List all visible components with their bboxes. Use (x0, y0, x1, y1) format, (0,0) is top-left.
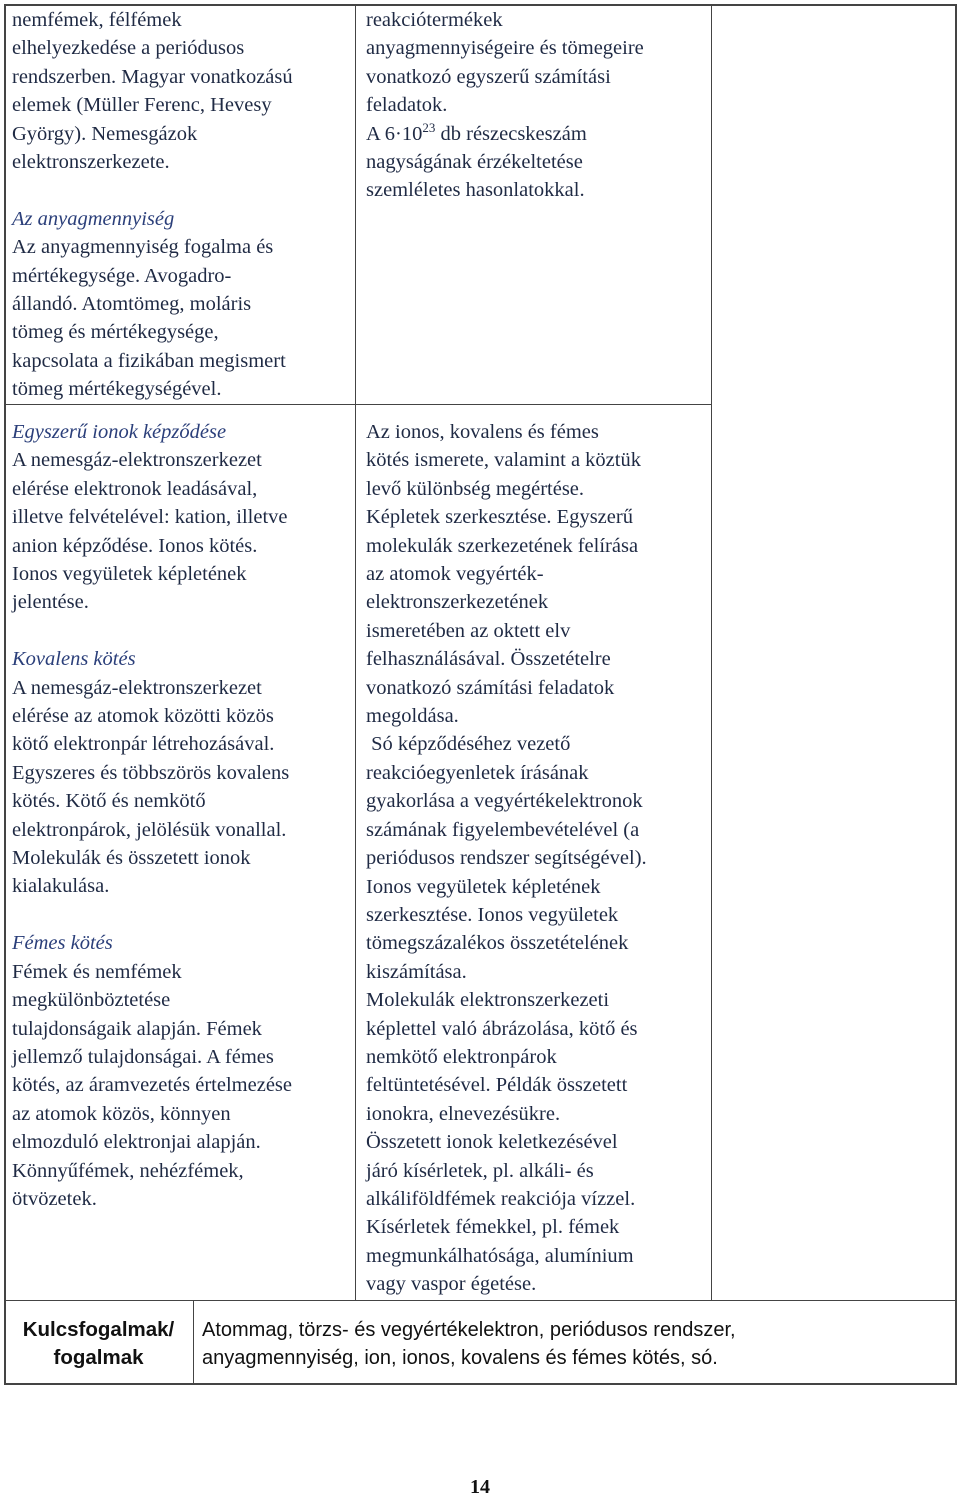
col2-line: vonatkozó számítási feladatok (366, 676, 615, 699)
col2-line: Só képződéséhez vezető (366, 733, 571, 756)
col1-line: tulajdonságaik alapján. Fémek (12, 1017, 262, 1040)
col1-line: állandó. Atomtömeg, moláris (12, 293, 252, 316)
col1-line: ötvözetek. (12, 1187, 97, 1210)
kulcsfogalmak-line: Atommag, törzs- és vegyértékelektron, periódusos rendszer, (202, 1319, 736, 1341)
col1-line: kötés, az áramvezetés értelmezése (12, 1074, 292, 1097)
col1-row2-cell (12, 418, 352, 1213)
col2-line: alkáliföldfémek reakciója vízzel. (366, 1187, 636, 1210)
kulcsfogalmak-text (202, 1316, 952, 1373)
avogadro-suffix: db részecskeszám (435, 122, 587, 145)
col2-line: az atomok vegyérték- (366, 563, 544, 586)
col2-line: vagy vaspor égetése. (366, 1273, 537, 1296)
kulcsfogalmak-label (4, 1300, 193, 1373)
col2-line: kötés ismerete, valamint a köztük (366, 449, 641, 472)
col1-line: Könnyűfémek, nehézfémek, (12, 1159, 244, 1182)
col2-line: kiszámítása. (366, 960, 467, 983)
col2-line: feltüntetésével. Példák összetett (366, 1074, 628, 1097)
table-border-right (955, 4, 957, 1385)
col2-line: Az ionos, kovalens és fémes (366, 421, 599, 443)
kovalens-heading: Kovalens kötés (12, 648, 136, 671)
col1-line: elhelyezkedése a periódusos (12, 37, 245, 60)
col2-line: számának figyelembevételével (a (366, 818, 640, 841)
col2-line: ionokra, elnevezésükre. (366, 1102, 561, 1125)
col1-line: jellemző tulajdonságai. A fémes (12, 1045, 274, 1068)
col2-line: levő különbség megértése. (366, 477, 585, 500)
col1-line: Molekulák és összetett ionok (12, 847, 251, 870)
page-number: 14 (470, 1476, 490, 1498)
col2-row1-cell (366, 6, 708, 205)
col1-line: illetve felvételével: kation, illetve (12, 506, 288, 529)
col2-line: vonatkozó egyszerű számítási (366, 65, 611, 88)
col2-line: nagyságának érzékeltetése (366, 151, 583, 174)
col1-line: mértékegysége. Avogadro- (12, 264, 232, 287)
divider-row1-row2 (4, 404, 712, 405)
col2-line: szemléletes hasonlatokkal. (366, 179, 585, 202)
col2-line: Képletek szerkesztése. Egyszerű (366, 506, 633, 529)
col2-line: Összetett ionok keletkezésével (366, 1131, 618, 1154)
col1-line: kötés. Kötő és nemkötő (12, 790, 206, 813)
col1-line: elemek (Müller Ferenc, Hevesy (12, 94, 272, 117)
col1-line: megkülönböztetése (12, 989, 171, 1012)
avogadro-exponent: 23 (422, 119, 436, 135)
col1-line: kötő elektronpár létrehozásával. (12, 733, 275, 756)
col2-line: molekulák szerkezetének felírása (366, 534, 639, 557)
col2-line: képlettel való ábrázolása, kötő és (366, 1017, 638, 1040)
avogadro-prefix: A 6·10 (366, 122, 423, 145)
col1-line: kapcsolata a fizikában megismert (12, 349, 286, 372)
col1-line: elérése elektronok leadásával, (12, 477, 258, 500)
ionok-heading: Egyszerű ionok képződése (12, 421, 227, 443)
kulcsfogalmak-line: anyagmennyiség, ion, ionos, kovalens és fémes kötés, só. (202, 1347, 718, 1370)
col2-line: megoldása. (366, 705, 459, 728)
col1-line: Ionos vegyületek képletének (12, 563, 247, 586)
col1-line: Egyszeres és többszörös kovalens (12, 761, 290, 784)
col1-line: tömeg és mértékegysége, (12, 321, 219, 344)
col1-line: kialakulása. (12, 875, 110, 898)
col2-line: tömegszázalékos összetételének (366, 932, 629, 955)
col2-line: nemkötő elektronpárok (366, 1045, 557, 1068)
col2-line: ismeretében az oktett elv (366, 619, 571, 642)
table-border-bottom (4, 1383, 957, 1385)
col1-line: nemfémek, félfémek (12, 9, 182, 31)
col2-line: szerkesztése. Ionos vegyületek (366, 903, 619, 926)
divider-kulcs-label (193, 1300, 194, 1385)
col2-line: anyagmennyiségeire és tömegeire (366, 37, 644, 60)
col1-line: anion képződése. Ionos kötés. (12, 534, 258, 557)
kulcsfogalmak-label-line2: fogalmak (53, 1346, 144, 1370)
col2-line: járó kísérletek, pl. alkáli- és (366, 1159, 594, 1182)
col2-line: Kísérletek fémekkel, pl. fémek (366, 1216, 620, 1239)
col1-line: elektronpárok, jelölésük vonallal. (12, 818, 287, 841)
table-border-left (4, 4, 6, 1385)
col1-line: jelentése. (12, 591, 89, 614)
col1-line: elérése az atomok közötti közös (12, 705, 274, 728)
col1-line: rendszerben. Magyar vonatkozású (12, 65, 293, 88)
col1-line: A nemesgáz-elektronszerkezet (12, 449, 262, 472)
col1-line: elmozduló elektronjai alapján. (12, 1131, 261, 1154)
col2-line: felhasználásával. Összetételre (366, 648, 611, 671)
col2-line: reakcióegyenletek írásának (366, 761, 589, 784)
col2-line: megmunkálhatósága, alumínium (366, 1244, 634, 1267)
col1-line: Az anyagmennyiség fogalma és (12, 236, 274, 259)
col1-line: az atomok közös, könnyen (12, 1102, 231, 1125)
femes-heading: Fémes kötés (12, 932, 113, 955)
kulcsfogalmak-label-line1: Kulcsfogalmak/ (22, 1318, 175, 1341)
anyagmennyiseg-heading: Az anyagmennyiség (12, 207, 175, 230)
col2-line: reakciótermékek (366, 9, 503, 31)
col2-line: feladatok. (366, 94, 448, 117)
col1-line: Fémek és nemfémek (12, 960, 182, 983)
col1-line: tömeg mértékegységével. (12, 378, 222, 401)
col2-line: Molekulák elektronszerkezeti (366, 989, 610, 1012)
divider-col1-col2 (355, 4, 356, 1301)
col1-line: elektronszerkezete. (12, 151, 170, 174)
col2-line: periódusos rendszer segítségével). (366, 847, 647, 870)
col2-row2-cell (366, 418, 708, 1299)
col1-line: György). Nemesgázok (12, 122, 198, 145)
col2-line: Ionos vegyületek képletének (366, 875, 601, 898)
avogadro-line (366, 120, 708, 148)
col2-line: elektronszerkezetének (366, 591, 549, 614)
divider-col2-col3 (711, 4, 712, 1301)
col2-line: gyakorlása a vegyértékelektronok (366, 790, 643, 813)
col1-line: A nemesgáz-elektronszerkezet (12, 676, 262, 699)
col1-row1-cell (12, 6, 352, 404)
